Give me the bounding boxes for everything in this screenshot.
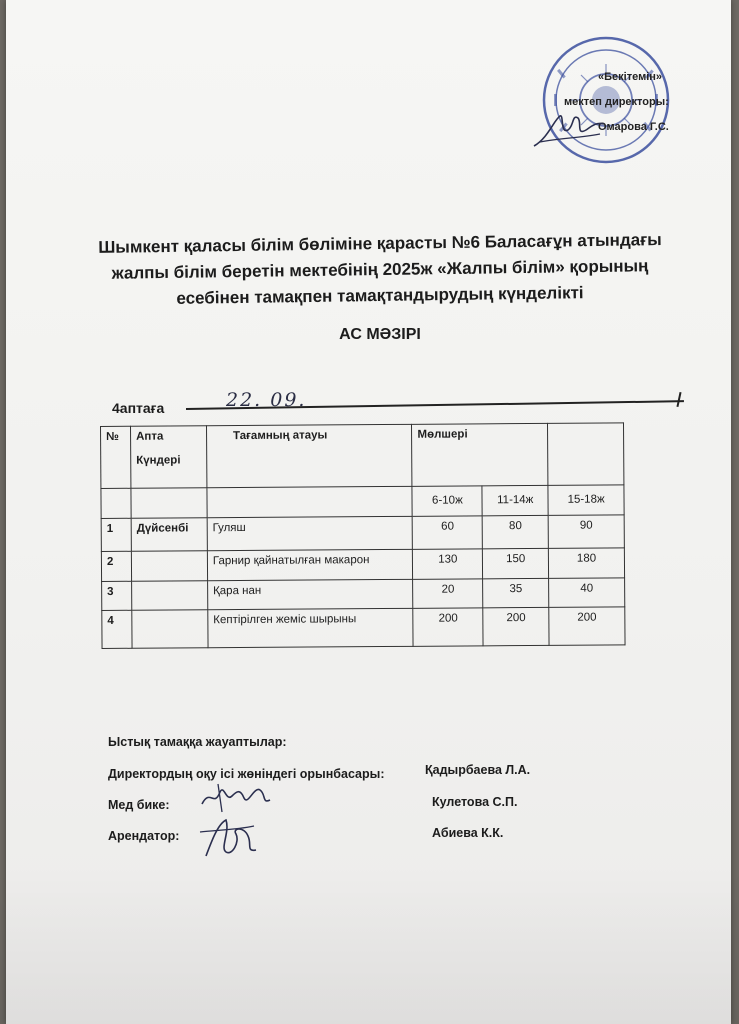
table-row: 1 Дүйсенбі Гуляш 60 80 90 xyxy=(101,515,624,552)
nurse-name: Кулетова С.П. xyxy=(432,795,518,809)
tenant-label: Арендатор: xyxy=(108,829,180,843)
approval-line-2: мектеп директоры: xyxy=(564,96,669,108)
table-row: 4 Кептірілген жеміс шырыны 200 200 200 xyxy=(102,607,625,649)
menu-table xyxy=(100,422,626,649)
tenant-signature xyxy=(196,812,266,862)
approval-line-1: «Бекітемін» xyxy=(598,71,663,83)
header-amount: Мөлшері xyxy=(412,423,548,486)
age-group-2: 11-14ж xyxy=(482,485,548,515)
week-label: 4аптаға xyxy=(112,400,165,416)
director-signature xyxy=(530,108,610,153)
header-number: № xyxy=(101,426,131,488)
title-line-3: есебінен тамақпен тамақтандырудың күнделікті xyxy=(176,283,584,308)
responsible-heading: Ыстық тамаққа жауаптылар: xyxy=(108,735,287,749)
table-age-row xyxy=(101,485,624,519)
header-dish-name: Тағамның атауы xyxy=(206,424,412,487)
header-week-days: Апта Күндері xyxy=(130,426,206,489)
tenant-name: Абиева К.К. xyxy=(432,826,504,840)
title-line-2: жалпы білім беретін мектебінің 2025ж «Жалпы білім» қорының xyxy=(111,256,649,283)
approval-director-name: Омарова Г.С. xyxy=(598,121,669,133)
nurse-label: Мед бике: xyxy=(108,798,170,812)
table-row: 3 Қара нан 20 35 40 xyxy=(102,578,625,611)
week-date-handwritten: 22. 09. xyxy=(226,389,307,411)
table-row: 2 Гарнир қайнатылған макарон 130 150 180 xyxy=(101,548,624,582)
table-header-row xyxy=(101,423,624,489)
deputy-name: Қадырбаева Л.А. xyxy=(425,763,531,777)
header-empty xyxy=(548,423,624,486)
age-group-1: 6-10ж xyxy=(412,486,482,516)
age-group-3: 15-18ж xyxy=(548,485,624,516)
title-line-1: Шымкент қаласы білім бөліміне қарасты №6 Баласағұн атындағы xyxy=(98,230,662,257)
deputy-label: Директордың оқу ісі жөніндегі орынбасары: xyxy=(108,767,385,781)
menu-heading: АС МӘЗІРІ xyxy=(339,326,421,343)
